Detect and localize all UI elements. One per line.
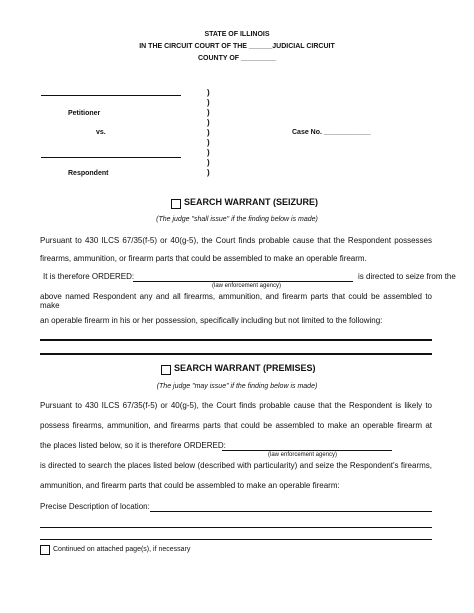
location-line2[interactable] [40,527,432,528]
paren: ) [207,118,210,127]
court-state-heading: STATE OF ILLINOIS [204,31,270,38]
paren: ) [207,128,210,137]
location-line3[interactable] [40,539,432,540]
court-circuit-heading: IN THE CIRCUIT COURT OF THE ______JUDICIAL CIRCUIT [139,43,335,50]
seizure-items-line1[interactable] [40,339,432,341]
petitioner-name-line[interactable] [41,95,181,96]
paren: ) [207,108,210,117]
seizure-finding-line2: firearms, ammunition, or firearm parts that could be assembled to make an operable firearm. [40,254,367,263]
premises-note: (The judge "may issue" if the finding below is made) [156,383,318,390]
seizure-order-line3: above named Respondent any and all firearms, ammunition, and firearm parts that could be assembled to make [40,292,432,310]
premises-agency-caption: (law enforcement agency) [268,452,338,458]
seizure-finding-line1: Pursuant to 430 ILCS 67/35(f-5) or 40(g-5), the Court finds probable cause that the Respondent possesses [40,236,432,245]
paren: ) [207,88,210,97]
premises-title: SEARCH WARRANT (PREMISES) [174,363,316,373]
seizure-checkbox[interactable] [171,199,181,209]
seizure-agency-line[interactable] [133,281,353,282]
seizure-directed-text: is directed to seize from the [358,272,456,281]
location-label: Precise Description of location: [40,502,150,511]
premises-finding-line1: Pursuant to 430 ILCS 67/35(f-5) or 40(g-5), the Court finds probable cause that the Respondent is likely to [40,401,432,410]
case-number-field[interactable]: Case No. ____________ [292,129,371,136]
paren: ) [207,138,210,147]
paren: ) [207,158,210,167]
respondent-name-line[interactable] [41,157,181,158]
premises-agency-line[interactable] [222,450,392,451]
continued-checkbox[interactable] [40,545,50,555]
premises-finding-line2: possess firearms, ammunition, and firearms parts that could be assembled to make an operable firearm at [40,421,432,430]
premises-order-line4: is directed to search the places listed below (described with particularity) and seize the Respondent's firearms, [40,461,432,470]
petitioner-label: Petitioner [68,110,101,117]
seizure-note: (The judge "shall issue" if the finding below is made) [156,216,318,223]
paren: ) [207,168,210,177]
location-line1[interactable] [150,511,432,512]
seizure-agency-caption: (law enforcement agency) [212,283,282,289]
seizure-ordered-label: It is therefore ORDERED: [43,272,135,281]
seizure-order-line4: an operable firearm in his or her possession, specifically including but not limited to the following: [40,316,383,325]
continued-label: Continued on attached page(s), if necessary [53,546,191,553]
versus-label: vs. [96,129,106,136]
premises-order-line5: ammunition, and firearm parts that could be assembled to make an operable firearm: [40,481,340,490]
seizure-title: SEARCH WARRANT (SEIZURE) [184,197,318,207]
seizure-items-line2[interactable] [40,353,432,355]
respondent-label: Respondent [68,170,109,177]
paren: ) [207,148,210,157]
court-county-heading: COUNTY OF _________ [197,55,277,62]
premises-ordered-label: the places listed below, so it is therefore ORDERED: [40,441,226,450]
paren: ) [207,98,210,107]
premises-checkbox[interactable] [161,365,171,375]
